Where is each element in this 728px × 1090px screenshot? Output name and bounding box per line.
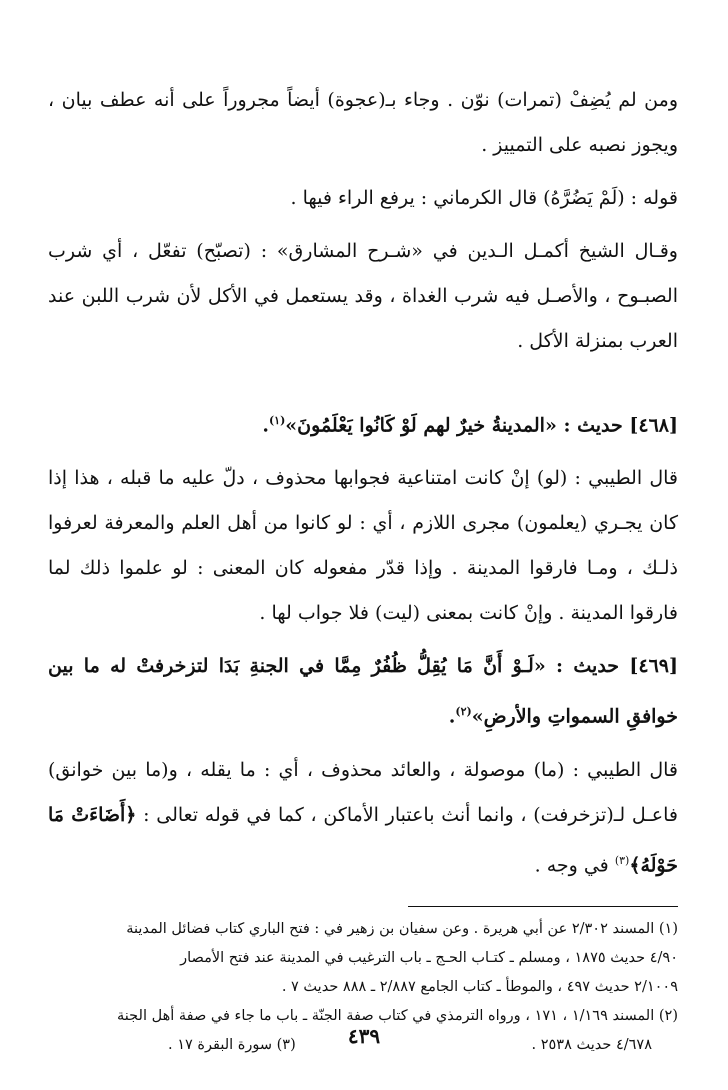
page-number: ٤٣٩: [347, 1024, 381, 1048]
hadith-text: «المدينةُ خيرٌ لهم لَوْ كَانُوا يَعْلَمُونَ»: [285, 414, 557, 437]
footnote-2-line-2: ٤/٦٧٨ حديث ٢٥٣٨ .: [531, 1036, 652, 1053]
footnote-ref: (٢): [455, 705, 472, 719]
footnote-2-line-1: (٢) المسند ١/١٦٩ ، ١٧١ ، ورواه الترمذي في كتاب صفة الجنّة ـ باب ما جاء في صفة أهل الجنة: [117, 1007, 678, 1024]
hadith-468: [48, 398, 678, 448]
commentary-468: قال الطيبي : (لو) إنْ كانت امتناعية فجوابها محذوف ، دلّ عليه ما قبله ، هذا إذا كان يجـري (يعلمون) مجرى اللازم ، أي : لو كانوا من أهل العلم والمعرفة لعرفوا ذلـك ، ومـا فارقوا المدينة . وإذا قدّر مفعوله كان المعنى : لو علموا ذلك لما فارقوا المدينة . وإنْ كانت بمعنى (ليت) فلا جواب لها .: [48, 467, 678, 625]
footnote-3: (٣) سورة البقرة ١٧ .: [168, 1036, 296, 1053]
footnote-ref: (٣): [614, 853, 630, 867]
body-paragraph-3: وقـال الشيخ أكمـل الـدين في «شـرح المشارق» : (تصبّح) تفعّل ، أي شرب الصبـوح ، والأصـل فيه شرب الغداة ، وقد يستعمل في الأكل لأن شرب اللبن عند العرب بمنزلة الأكل .: [48, 240, 678, 352]
footnote-1-line-1: (١) المسند ٢/٣٠٢ عن أبي هريرة . وعن سفيان بن زهير في : فتح الباري كتاب فضائل المدينة: [126, 920, 678, 937]
commentary-text: قال الطيبي : (ما) موصولة ، والعائد محذوف ، أي : ما يقله ، و(ما بين خوانق) فاعـل لـ(تزخرفت) ، وانما أنث باعتبار الأماكن ، كما في قوله تعالى :: [48, 758, 678, 826]
body-paragraph-1: ومن لم يُضِفْ (تمرات) نوّن . وجاء بـ(عجوة) أيضاً مجروراً على أنه عطف بيان ، ويجوز نصبه على التمييز .: [48, 89, 678, 156]
hadith-number: [٤٦٨]: [629, 414, 678, 437]
footnote-1-line-3: ٢/١٠٠٩ حديث ٤٩٧ ، والموطأ ـ كتاب الجامع ٢/٨٨٧ ـ ٨٨٨ حديث ٧ .: [281, 978, 678, 995]
commentary-469: [48, 748, 678, 888]
hadith-469: [48, 644, 678, 739]
quran-verse: ﴿أَضَاءَتْ مَا حَوْلَهُ﴾: [48, 803, 678, 876]
hadith-label: حديث :: [563, 414, 623, 437]
footnote-divider: [408, 906, 678, 907]
commentary-text-end: في وجه .: [534, 853, 609, 876]
hadith-label: حديث :: [556, 655, 620, 678]
body-paragraph-2: قوله : (لَمْ يَضُرَّهُ) قال الكرماني : يرفع الراء فيها .: [290, 187, 678, 209]
hadith-end: .: [262, 414, 269, 437]
hadith-text: «لَـوْ أَنَّ مَا يُقِلُّ ظُفُرٌ مِمَّا في الجنةِ بَدَا لتزخرفتْ له ما بين خوافقِ السمواتِ والأرضِ»: [48, 655, 678, 728]
hadith-number: [٤٦٩]: [629, 655, 678, 678]
hadith-end: .: [448, 705, 456, 728]
footnote-1-line-2: ٤/٩٠ حديث ١٨٧٥ ، ومسلم ـ كتـاب الحـج ـ باب الترغيب في المدينة عند فتح الأمصار: [180, 949, 678, 966]
footnote-ref: (١): [268, 414, 286, 427]
